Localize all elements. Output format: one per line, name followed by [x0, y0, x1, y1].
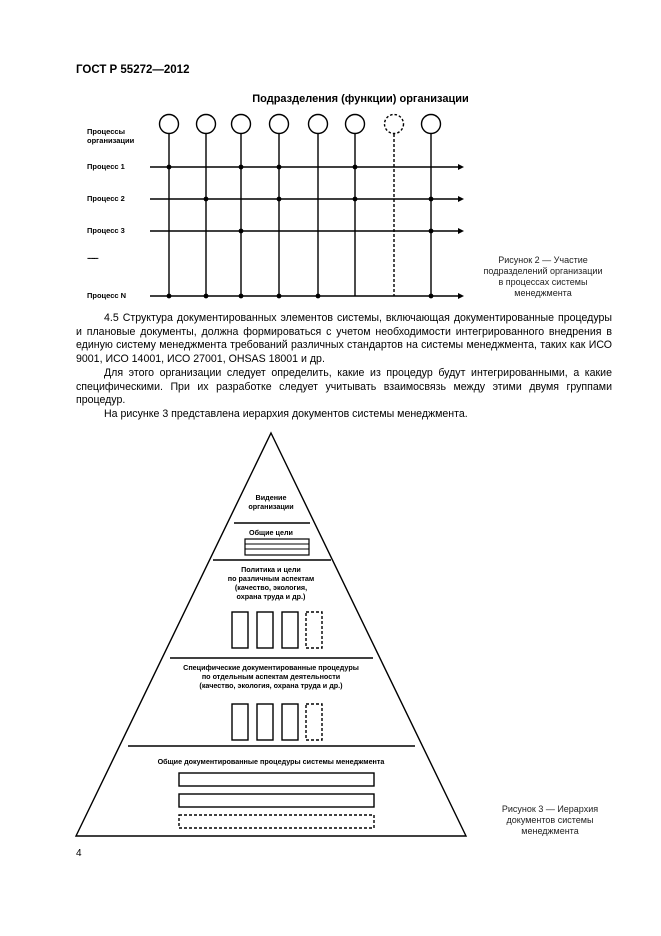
unit-circle-6 [346, 115, 365, 134]
level-general-goals: Общие цели [249, 528, 293, 537]
unit-circle-7 [385, 115, 404, 134]
row-label-processes: Процессы организации [87, 127, 135, 145]
figure2-title: Подразделения (функции) организации [252, 93, 469, 105]
unit-circle-5 [309, 115, 328, 134]
row-label-ellipsis: .......... [87, 252, 98, 261]
figure3-caption: Рисунок 3 — Иерархия документов системы менеджмента [501, 804, 599, 836]
level-specific-procedures: Специфические документированные процедуры по отдельным аспектам деятельности (качество, экология, охрана труда и др.) [183, 663, 359, 690]
row-label-process-1: Процесс 1 [87, 162, 125, 171]
unit-circle-8 [422, 115, 441, 134]
unit-circle-2 [197, 115, 216, 134]
unit-circle-4 [270, 115, 289, 134]
row-label-process-n: Процесс N [87, 291, 127, 300]
level-policy: Политика и цели по различным аспектам (качество, экология, охрана труда и др.) [227, 565, 315, 601]
paragraph-integration: Для этого организации следует определить, какие из процедур будут интегрированными, а какие специфическими. При их разработке следует учитывать взаимосвязь между этими двумя группами процедур. [76, 367, 612, 406]
row-label-process-2: Процесс 2 [87, 194, 125, 203]
level-vision: Видение организации [248, 493, 294, 511]
row-label-process-3: Процесс 3 [87, 226, 125, 235]
page-number: 4 [76, 848, 82, 859]
unit-circle-1 [160, 115, 179, 134]
paragraph-figure3-ref: На рисунке 3 представлена иерархия документов системы менеджмента. [104, 408, 468, 420]
document-header: ГОСТ Р 55272—2012 [76, 64, 190, 76]
paragraph-4-5: 4.5 Структура документированных элементов системы, включающая документированные процедуры и плановые документы, должна формироваться с учетом необходимости интегрированного внедрения в единую систему менеджмента требований различных стандартов на системы менеджмента, таких как ИСО 9001, ИСО 14001, ИСО 27001, OHSAS 18001 и др. [76, 312, 612, 365]
unit-circle-3 [232, 115, 251, 134]
level-general-procedures: Общие документированные процедуры системы менеджмента [157, 757, 385, 766]
figure2-caption: Рисунок 2 — Участие подразделений организации в процессах системы менеджмента [483, 255, 603, 298]
